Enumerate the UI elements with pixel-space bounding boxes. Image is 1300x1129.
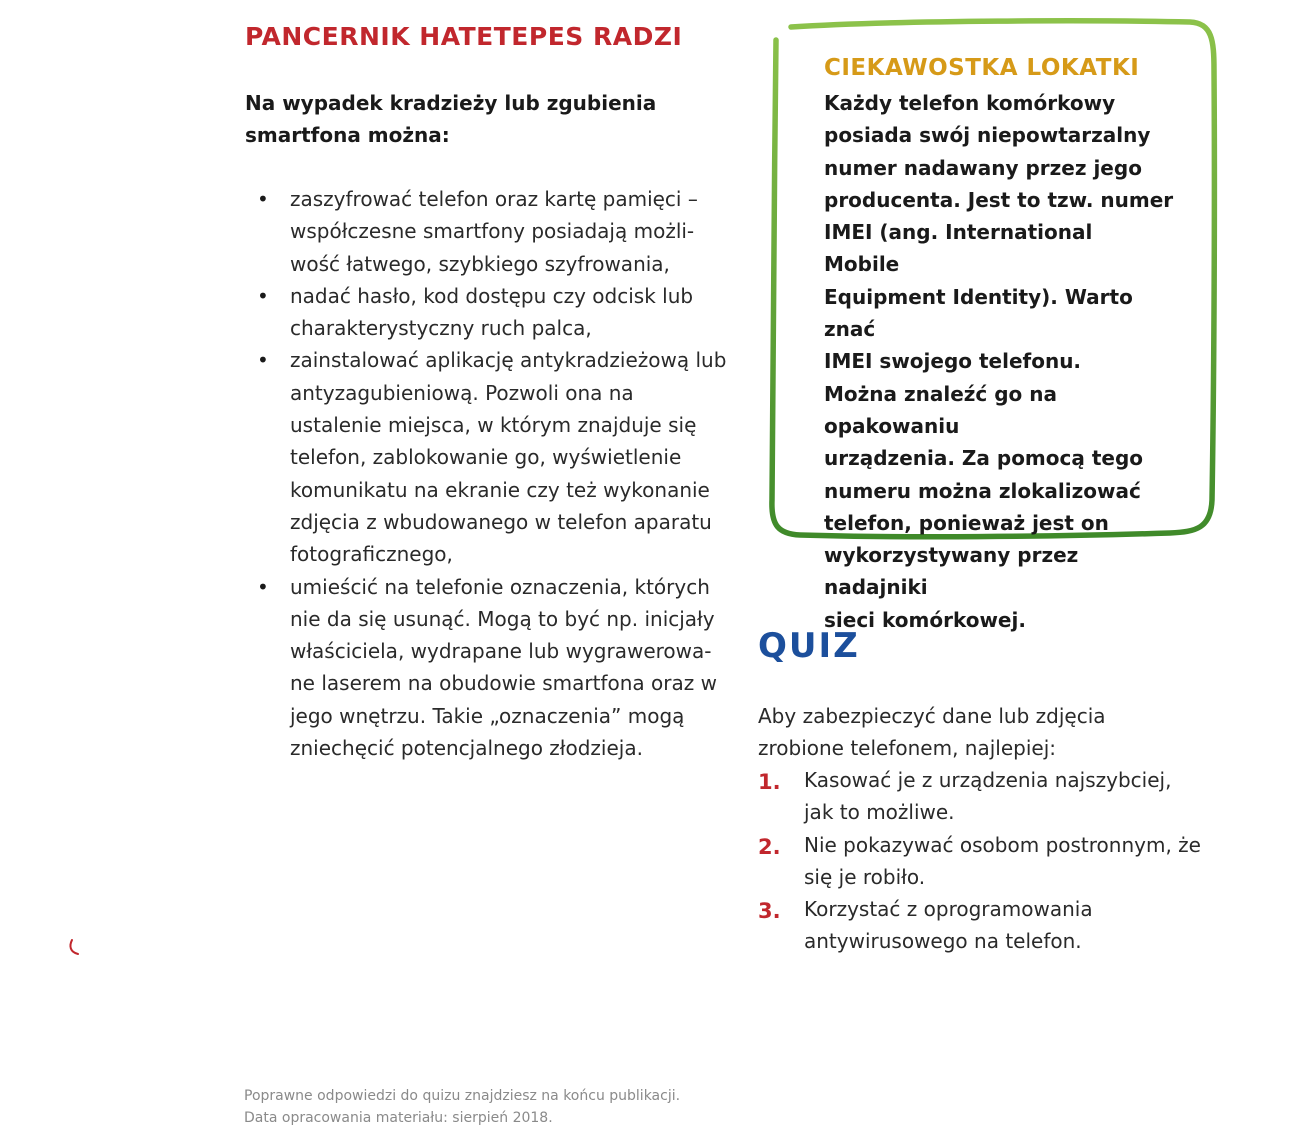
tip-item-text: nadać hasło, kod dostępu czy odcisk lub charakterystyczny ruch palca,: [290, 283, 694, 341]
fact-line: Każdy telefon komórkowy: [824, 91, 1116, 115]
tip-list-item: [257, 280, 730, 345]
fact-line: posiada swój niepowtarzalny: [824, 123, 1151, 148]
footer-note: [244, 1085, 680, 1129]
bullet-icon: •: [257, 283, 269, 308]
fact-line: numeru można zlokalizować: [824, 478, 1141, 503]
footer-line: Poprawne odpowiedzi do quizu znajdziesz na końcu publikacji.: [244, 1088, 681, 1104]
answer-number: 1.: [758, 770, 781, 794]
bullet-icon: •: [257, 187, 269, 211]
fact-line: IMEI (ang. International Mobile: [824, 220, 1093, 277]
fact-line: numer nadawany przez jego: [824, 155, 1142, 180]
footer-line: Data opracowania materiału: sierpień 2018.: [244, 1110, 553, 1126]
decorative-mark-icon: [66, 938, 80, 956]
answer-number: 3.: [758, 899, 781, 924]
answer-number: 2.: [758, 834, 781, 859]
tip-list: [257, 183, 730, 764]
quiz-answers: [758, 764, 1204, 958]
bullet-icon: •: [257, 574, 269, 599]
fact-line: IMEI swojego telefonu.: [824, 349, 1082, 374]
fact-heading: CIEKAWOSTKA LOKATKI: [824, 55, 1140, 81]
quiz-answer: [758, 764, 1204, 829]
answer-text: Korzystać z oprogramowania antywirusowego na telefon.: [804, 897, 1093, 954]
bullet-icon: •: [257, 348, 269, 373]
fact-line: wykorzystywany przez nadajniki: [824, 543, 1079, 600]
tip-heading: PANCERNIK HATETEPES RADZI: [245, 22, 683, 51]
answer-text: Kasować je z urządzenia najszybciej, jak to możliwe.: [804, 768, 1172, 825]
quiz-heading: QUIZ: [758, 626, 860, 666]
answer-text: Nie pokazywać osobom postronnym, że się je robiło.: [804, 832, 1201, 889]
quiz-answer: [758, 829, 1204, 894]
fact-line: Equipment Identity). Warto znać: [824, 284, 1133, 342]
tip-item-text: zainstalować aplikację antykradzieżową lub antyzagubieniową. Pozwoli ona na ustalenie miejsca, w którym znajduje się telefon, zablokowanie go, wyświetlenie komunikatu na ekranie czy też wykonanie zdjęcia z wbudowanego w telefon aparatu fotograficznego,: [290, 348, 727, 567]
tip-list-item: [257, 344, 730, 570]
fact-text: [824, 87, 1174, 636]
quiz-question: Aby zabezpieczyć dane lub zdjęcia zrobione telefonem, najlepiej:: [758, 704, 1106, 760]
tip-list-item: [257, 571, 730, 765]
fact-line: telefon, ponieważ jest on: [824, 510, 1109, 535]
fact-line: producenta. Jest to tzw. numer: [824, 187, 1174, 212]
quiz-answer: [758, 893, 1204, 958]
fact-line: Można znaleźć go na opakowaniu: [824, 381, 1057, 438]
tip-item-text: zaszyfrować telefon oraz kartę pamięci – współczesne smartfony posiadają możli- wość łatwego, szybkiego szyfrowania,: [290, 187, 698, 276]
fact-line: sieci komórkowej.: [824, 607, 1026, 632]
tip-list-item: [257, 183, 730, 280]
tip-item-text: umieścić na telefonie oznaczenia, których nie da się usunąć. Mogą to być np. inicjały właściciela, wydrapane lub wygrawerowa- ne laserem na obudowie smartfona oraz w jego wnętrzu. Takie „oznaczenia” mogą zniechęcić potencjalnego złodzieja.: [290, 574, 717, 761]
fact-line: urządzenia. Za pomocą tego: [824, 446, 1144, 471]
tip-lead: Na wypadek kradzieży lub zgubienia smartfona można:: [245, 91, 657, 147]
